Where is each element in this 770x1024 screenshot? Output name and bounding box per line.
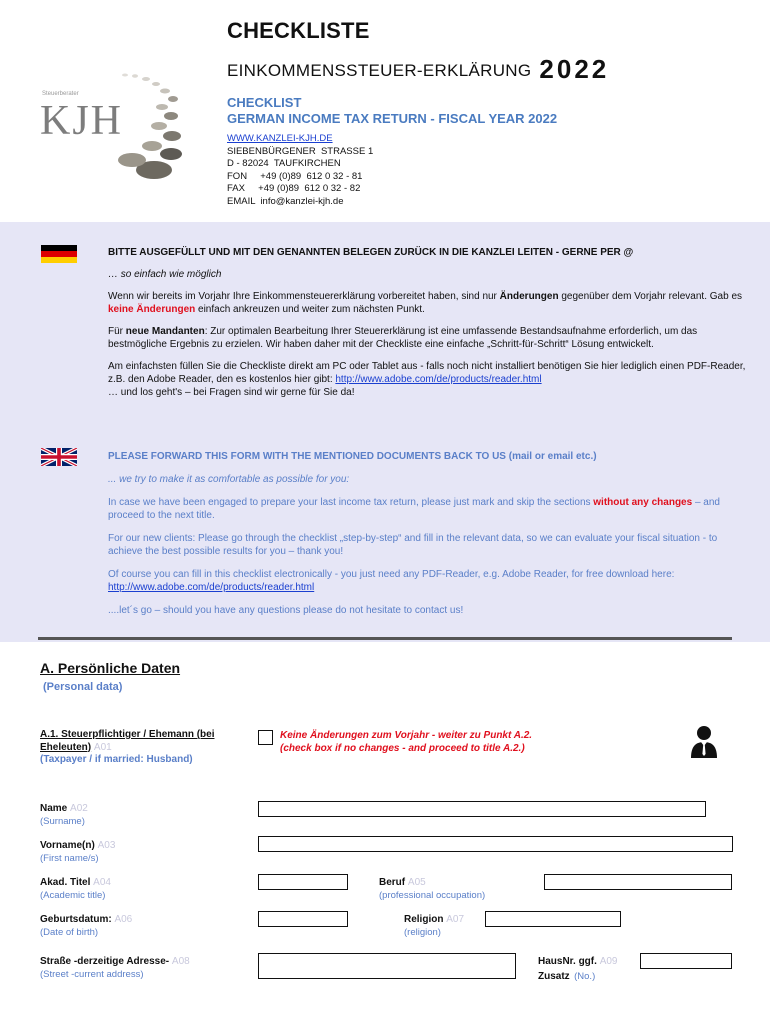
religion-label-block <box>404 913 464 939</box>
firstname-label-wrap <box>40 839 115 852</box>
birthdate-field[interactable] <box>258 911 348 927</box>
surname-field[interactable] <box>258 801 706 817</box>
kjh-logo <box>34 60 184 190</box>
text-span: – and proceed to the next title. <box>108 497 720 521</box>
logo-text: KJH <box>40 98 124 144</box>
title-code: A04 <box>93 877 111 888</box>
title-label-wrap <box>40 876 111 889</box>
address-line: SIEBENBÜRGENER STRASSE 1 <box>227 145 374 157</box>
religion-sub: (religion) <box>404 927 441 938</box>
street-code: A08 <box>171 956 190 967</box>
firstname-label-block <box>40 839 115 865</box>
a1-sub: (Taxpayer / if married: Husband) <box>40 754 193 765</box>
occupation-field[interactable] <box>544 874 732 890</box>
text-span: gegenüber dem Vorjahr relevant. Gab es <box>558 291 743 302</box>
german-intro: … so einfach wie möglich <box>108 269 222 280</box>
section-divider <box>38 637 732 640</box>
name-label-wrap <box>40 802 88 815</box>
website-link[interactable]: WWW.KANZLEI-KJH.DE <box>227 133 333 144</box>
religion-label-wrap <box>404 913 464 926</box>
uk-flag-icon <box>41 448 77 466</box>
houseno-label-wrap <box>538 955 617 968</box>
no-changes-line1: Keine Änderungen zum Vorjahr - weiter zu Punkt A.2. <box>280 730 533 741</box>
english-heading: PLEASE FORWARD THIS FORM WITH THE MENTIONED DOCUMENTS BACK TO US (mail or email etc.) <box>108 451 597 462</box>
houseno-field[interactable] <box>640 953 732 969</box>
title-label: Akad. Titel <box>40 877 91 888</box>
no-changes-note <box>280 729 532 755</box>
address-line: D - 82024 TAUFKIRCHEN <box>227 158 341 169</box>
a1-label-line2: Eheleuten) <box>40 741 92 753</box>
name-label-block <box>40 802 88 828</box>
birthdate-sub: (Date of birth) <box>40 927 99 938</box>
english-title-1: CHECKLIST <box>227 95 302 110</box>
subtitle-text: EINKOMMENSSTEUER-ERKLÄRUNG <box>227 61 532 80</box>
firstname-label: Vorname(n) <box>40 840 95 851</box>
english-paragraph-3 <box>108 568 728 594</box>
firstname-code: A03 <box>97 840 116 851</box>
houseno-sub: (No.) <box>574 971 596 982</box>
name-sub: (Surname) <box>40 816 85 827</box>
no-changes-line2: (check box if no changes - and proceed to title A.2.) <box>280 743 525 754</box>
academic-title-field[interactable] <box>258 874 348 890</box>
birthdate-label-block <box>40 913 132 939</box>
section-a-subtitle: (Personal data) <box>43 681 123 693</box>
fax-line: FAX +49 (0)89 612 0 32 - 82 <box>227 183 361 194</box>
a1-code: A01 <box>93 741 112 753</box>
german-heading: BITTE AUSGEFÜLLT UND MIT DEN GENANNTEN BELEGEN ZURÜCK IN DIE KANZLEI LEITEN - GERNE PER @ <box>108 247 634 258</box>
section-a-title: A. Persönliche Daten <box>40 660 181 676</box>
contact-block <box>227 133 373 208</box>
text-span: without any changes <box>593 497 693 508</box>
email-line: EMAIL info@kanzlei-kjh.de <box>227 195 344 207</box>
text-span: neue Mandanten <box>125 326 205 337</box>
phone-line: FON +49 (0)89 612 0 32 - 81 <box>227 170 363 182</box>
birthdate-label: Geburtsdatum: <box>40 914 112 925</box>
text-span: Änderungen <box>499 291 559 302</box>
occupation-label-block <box>379 876 485 902</box>
text-span: Für <box>108 326 126 337</box>
street-label: Straße -derzeitige Adresse- <box>40 956 170 967</box>
birthdate-label-wrap <box>40 913 132 926</box>
adobe-link[interactable]: http://www.adobe.com/de/products/reader.html <box>335 374 542 385</box>
occupation-code: A05 <box>407 877 426 888</box>
german-paragraph-3 <box>108 360 748 399</box>
german-paragraph-2 <box>108 325 748 351</box>
doc-title: CHECKLISTE <box>227 18 370 43</box>
houseno-code: A09 <box>599 956 618 967</box>
text-span: keine Änderungen <box>108 304 196 315</box>
birthdate-code: A06 <box>114 914 133 925</box>
german-paragraph-1 <box>108 290 748 316</box>
english-instructions <box>108 450 728 627</box>
street-field[interactable] <box>258 953 516 979</box>
a1-label-line1: A.1. Steuerpflichtiger / Ehemann (bei <box>40 729 215 740</box>
text-span: einfach ankreuzen und weiter zum nächsten Punkt. <box>195 304 425 315</box>
title-sub: (Academic title) <box>40 890 106 901</box>
doc-year: 2022 <box>539 54 610 84</box>
a1-label-line2-wrap <box>40 742 250 755</box>
name-label: Name <box>40 803 68 814</box>
houseno-label: HausNr. ggf. <box>538 956 597 967</box>
adobe-link-en[interactable]: http://www.adobe.com/de/products/reader.html <box>108 582 315 593</box>
person-icon <box>690 724 718 758</box>
religion-code: A07 <box>446 914 465 925</box>
doc-subtitle <box>227 54 609 85</box>
title-label-block <box>40 876 111 902</box>
religion-field[interactable] <box>485 911 621 927</box>
english-title-2: GERMAN INCOME TAX RETURN - FISCAL YEAR 2022 <box>227 111 558 126</box>
text-span: Of course you can fill in this checklist electronically - you just need any PDF-Reader, e.g. Adobe Reader, for free download here: <box>108 569 675 580</box>
german-flag-icon <box>41 245 77 263</box>
english-paragraph-2: For our new clients: Please go through the checklist „step-by-step“ and fill in the relevant data, so we can evaluate your fiscal situation - to achieve the best possible results for you – thank you! <box>108 533 718 557</box>
logo-tagline: Steuerberater <box>42 91 79 97</box>
firstname-field[interactable] <box>258 836 733 852</box>
houseno-label2: Zusatz <box>538 971 570 982</box>
houseno-label2-wrap <box>538 968 617 983</box>
text-span: In case we have been engaged to prepare your last income tax return, please just mark and skip the sections <box>108 497 594 508</box>
religion-label: Religion <box>404 914 444 925</box>
text-span: Am einfachsten füllen Sie die Checkliste direkt am PC oder Tablet aus - falls noch nicht installiert benötigen Sie hier lediglich einen PDF-Reader, z.B. den Adobe Reader, den es kostenlos hier gibt: <box>108 361 746 385</box>
english-paragraph-4: ....let´s go – should you have any questions please do not hesitate to contact us! <box>108 605 464 616</box>
street-label-wrap <box>40 955 190 968</box>
occupation-label: Beruf <box>379 877 406 888</box>
street-label-block <box>40 955 190 981</box>
street-sub: (Street -current address) <box>40 969 144 980</box>
german-instructions <box>108 246 748 408</box>
firstname-sub: (First name/s) <box>40 853 99 864</box>
houseno-label-block <box>538 955 617 983</box>
text-span: Wenn wir bereits im Vorjahr Ihre Einkommensteuererklärung vorbereitet haben, sind nur <box>108 291 500 302</box>
text-span: … und los geht's – bei Fragen sind wir gerne für Sie da! <box>108 387 355 398</box>
name-code: A02 <box>70 803 88 814</box>
text-span: : Zur optimalen Bearbeitung Ihrer Steuererklärung ist eine umfassende Bestandsaufnahme erforderlich, um das bestmögliche Ergebnis zu erzielen. Wir haben daher mit der Checkliste eine einfache „Schritt-für-Schritt“ Lösung entwickelt. <box>108 326 698 350</box>
a1-label-block <box>40 729 250 767</box>
english-intro: ... we try to make it as comfortable as possible for you: <box>108 474 350 485</box>
occupation-label-wrap <box>379 876 485 889</box>
occupation-sub: (professional occupation) <box>379 890 486 901</box>
english-paragraph-1 <box>108 496 728 522</box>
no-changes-checkbox[interactable] <box>258 730 273 745</box>
